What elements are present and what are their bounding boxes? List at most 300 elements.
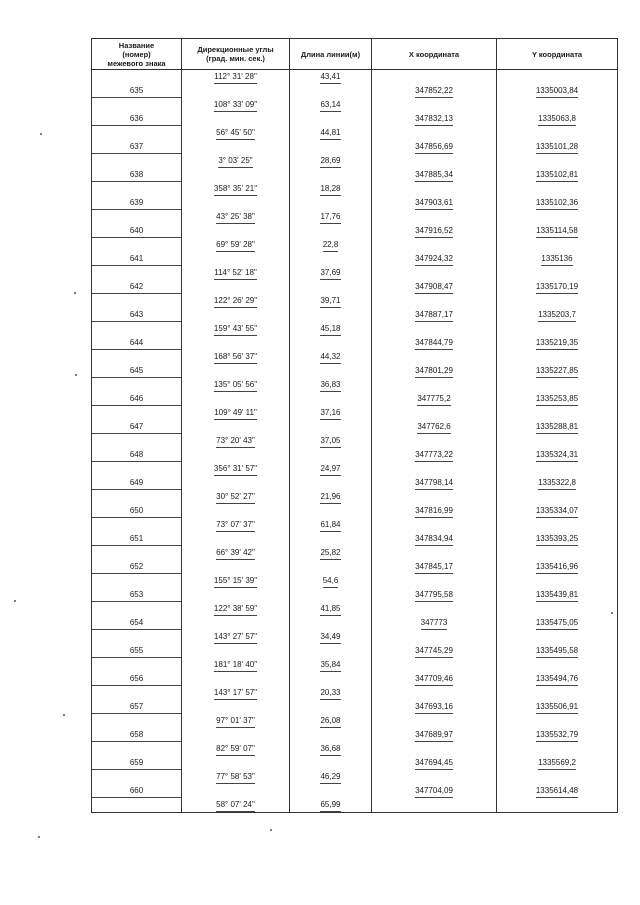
line-length-cell: [290, 742, 372, 756]
point-name: 659: [92, 756, 181, 770]
scan-speck: [611, 612, 613, 614]
point-name: 639: [92, 196, 181, 210]
direction-angle-cell: [182, 98, 290, 112]
empty-cell: [182, 84, 290, 98]
point-name: 648: [92, 448, 181, 462]
empty-cell: [497, 434, 618, 448]
empty-cell: [290, 448, 372, 462]
empty-cell: [497, 462, 618, 476]
empty-cell: [290, 168, 372, 182]
y-coordinate: 1335063,8: [538, 112, 576, 126]
y-coordinate: 1335614,48: [536, 784, 578, 798]
segment-row: [92, 798, 618, 813]
empty-cell: [497, 182, 618, 196]
empty-cell: [290, 420, 372, 434]
x-coordinate: 347693,16: [415, 700, 453, 714]
line-length: 34,49: [320, 630, 340, 644]
point-name: 642: [92, 280, 181, 294]
point-name: 637: [92, 140, 181, 154]
x-coordinate-cell: [372, 336, 497, 350]
x-coordinate: 347916,52: [415, 224, 453, 238]
empty-cell: [497, 98, 618, 112]
direction-angle-cell: [182, 154, 290, 168]
y-coordinate: 1335253,85: [536, 392, 578, 406]
empty-cell: [372, 154, 497, 168]
point-name-cell: [92, 476, 182, 490]
empty-cell: [92, 798, 182, 813]
y-coordinate-cell: [497, 756, 618, 770]
scan-speck: [74, 292, 76, 294]
empty-cell: [372, 742, 497, 756]
x-coordinate-cell: [372, 476, 497, 490]
point-name: 646: [92, 392, 181, 406]
point-name: 649: [92, 476, 181, 490]
empty-cell: [182, 588, 290, 602]
point-name-cell: [92, 616, 182, 630]
header-text-line: Название: [118, 40, 155, 50]
empty-cell: [182, 672, 290, 686]
point-name-cell: [92, 448, 182, 462]
segment-row: [92, 350, 618, 364]
point-name: 650: [92, 504, 181, 518]
line-length: 18,28: [320, 182, 340, 196]
table-header-row: [92, 39, 618, 70]
line-length: 22,8: [323, 238, 339, 252]
point-name: 643: [92, 308, 181, 322]
direction-angle-cell: [182, 266, 290, 280]
point-name-cell: [92, 336, 182, 350]
empty-cell: [92, 770, 182, 784]
empty-cell: [497, 350, 618, 364]
line-length: 41,85: [320, 602, 340, 616]
empty-cell: [290, 140, 372, 154]
point-row: [92, 756, 618, 770]
y-coordinate: 1335203,7: [538, 308, 576, 322]
empty-cell: [497, 154, 618, 168]
y-coordinate: 1335416,96: [536, 560, 578, 574]
empty-cell: [182, 420, 290, 434]
header-text-line: Дирекционные углы: [197, 45, 274, 54]
line-length: 28,69: [320, 154, 340, 168]
x-coordinate: 347844,79: [415, 336, 453, 350]
segment-row: [92, 98, 618, 112]
y-coordinate: 1335532,79: [536, 728, 578, 742]
empty-cell: [372, 658, 497, 672]
direction-angle-cell: [182, 350, 290, 364]
empty-cell: [290, 728, 372, 742]
x-coordinate-cell: [372, 224, 497, 238]
direction-angle: 122° 38' 59": [214, 602, 257, 616]
line-length-cell: [290, 406, 372, 420]
point-row: [92, 196, 618, 210]
empty-cell: [92, 266, 182, 280]
line-length-cell: [290, 714, 372, 728]
direction-angle: 143° 17' 57": [214, 686, 257, 700]
empty-cell: [497, 798, 618, 813]
empty-cell: [182, 700, 290, 714]
x-coordinate: 347834,94: [415, 532, 453, 546]
point-row: [92, 112, 618, 126]
point-name-cell: [92, 224, 182, 238]
header-text-line: (номер): [122, 49, 151, 59]
empty-cell: [372, 714, 497, 728]
y-coordinate-cell: [497, 448, 618, 462]
y-coordinate: 1335494,76: [536, 672, 578, 686]
empty-cell: [497, 742, 618, 756]
y-coordinate: 1335334,07: [536, 504, 578, 518]
empty-cell: [372, 182, 497, 196]
point-name-cell: [92, 784, 182, 798]
point-name: 656: [92, 672, 181, 686]
empty-cell: [92, 602, 182, 616]
empty-cell: [92, 742, 182, 756]
y-coordinate: 1335170,19: [536, 280, 578, 294]
direction-angle: 82° 59' 07": [216, 742, 255, 756]
line-length-cell: [290, 154, 372, 168]
x-coordinate-cell: [372, 560, 497, 574]
segment-row: [92, 322, 618, 336]
empty-cell: [182, 560, 290, 574]
x-coordinate: 347816,99: [415, 504, 453, 518]
empty-cell: [182, 308, 290, 322]
direction-angle: 168° 56' 37": [214, 350, 257, 364]
empty-cell: [290, 280, 372, 294]
point-name-cell: [92, 84, 182, 98]
empty-cell: [290, 784, 372, 798]
empty-cell: [497, 406, 618, 420]
point-row: [92, 644, 618, 658]
point-row: [92, 476, 618, 490]
point-name-cell: [92, 644, 182, 658]
direction-angle: 69° 59' 28": [216, 238, 255, 252]
y-coordinate-cell: [497, 784, 618, 798]
direction-angle: 114° 52' 18": [214, 266, 257, 280]
direction-angle: 58° 07' 24": [216, 798, 255, 812]
line-length: 26,08: [320, 714, 340, 728]
line-length-cell: [290, 322, 372, 336]
empty-cell: [290, 616, 372, 630]
direction-angle-cell: [182, 518, 290, 532]
point-name-cell: [92, 420, 182, 434]
empty-cell: [92, 574, 182, 588]
y-coordinate: 1335102,81: [536, 168, 578, 182]
segment-row: [92, 490, 618, 504]
point-name: 658: [92, 728, 181, 742]
empty-cell: [92, 126, 182, 140]
point-row: [92, 84, 618, 98]
header-text-line: (град. мин. сек.): [206, 54, 265, 63]
line-length: 17,76: [320, 210, 340, 224]
empty-cell: [372, 266, 497, 280]
header-line-length: [290, 39, 372, 70]
point-name: 657: [92, 700, 181, 714]
point-name-cell: [92, 280, 182, 294]
scan-speck: [75, 374, 77, 376]
direction-angle-cell: [182, 294, 290, 308]
line-length-cell: [290, 238, 372, 252]
x-coordinate-cell: [372, 252, 497, 266]
direction-angle-cell: [182, 406, 290, 420]
header-x-coordinate: [372, 39, 497, 70]
header-text-line: X координата: [408, 49, 460, 59]
point-name-cell: [92, 112, 182, 126]
direction-angle-cell: [182, 126, 290, 140]
empty-cell: [92, 322, 182, 336]
segment-row: [92, 518, 618, 532]
empty-cell: [497, 714, 618, 728]
y-coordinate: 1335495,58: [536, 644, 578, 658]
segment-row: [92, 154, 618, 168]
empty-cell: [290, 84, 372, 98]
point-row: [92, 700, 618, 714]
direction-angle: 73° 07' 37": [216, 518, 255, 532]
segment-row: [92, 630, 618, 644]
segment-row: [92, 126, 618, 140]
segment-row: [92, 574, 618, 588]
direction-angle: 155° 15' 39": [214, 574, 257, 588]
point-name: 638: [92, 168, 181, 182]
point-row: [92, 140, 618, 154]
empty-cell: [497, 238, 618, 252]
direction-angle: 97° 01' 37": [216, 714, 255, 728]
direction-angle-cell: [182, 798, 290, 813]
y-coordinate-cell: [497, 196, 618, 210]
point-name-cell: [92, 532, 182, 546]
empty-cell: [182, 336, 290, 350]
point-row: [92, 448, 618, 462]
y-coordinate-cell: [497, 364, 618, 378]
x-coordinate-cell: [372, 168, 497, 182]
line-length: 65,99: [320, 798, 340, 812]
point-row: [92, 784, 618, 798]
empty-cell: [92, 98, 182, 112]
scan-speck: [14, 600, 16, 602]
y-coordinate-cell: [497, 336, 618, 350]
scan-speck: [38, 836, 40, 838]
y-coordinate: 1335219,35: [536, 336, 578, 350]
y-coordinate-cell: [497, 140, 618, 154]
empty-cell: [290, 588, 372, 602]
line-length: 20,33: [320, 686, 340, 700]
line-length-cell: [290, 378, 372, 392]
direction-angle: 112° 31' 28": [214, 70, 257, 84]
empty-cell: [497, 658, 618, 672]
line-length-cell: [290, 798, 372, 813]
empty-cell: [372, 210, 497, 224]
empty-cell: [497, 126, 618, 140]
empty-cell: [497, 770, 618, 784]
direction-angle-cell: [182, 210, 290, 224]
point-name-cell: [92, 728, 182, 742]
point-name-cell: [92, 560, 182, 574]
segment-row: [92, 210, 618, 224]
empty-cell: [497, 546, 618, 560]
empty-cell: [497, 602, 618, 616]
empty-cell: [372, 434, 497, 448]
empty-cell: [372, 770, 497, 784]
x-coordinate: 347801,29: [415, 364, 453, 378]
y-coordinate: 1335569,2: [538, 756, 576, 770]
y-coordinate: 1335136: [541, 252, 572, 266]
y-coordinate: 1335324,31: [536, 448, 578, 462]
direction-angle: 56° 45' 50": [216, 126, 255, 140]
y-coordinate-cell: [497, 588, 618, 602]
line-length-cell: [290, 518, 372, 532]
x-coordinate: 347852,22: [415, 84, 453, 98]
y-coordinate-cell: [497, 112, 618, 126]
y-coordinate-cell: [497, 252, 618, 266]
x-coordinate-cell: [372, 616, 497, 630]
empty-cell: [290, 560, 372, 574]
point-row: [92, 280, 618, 294]
empty-cell: [372, 294, 497, 308]
x-coordinate: 347908,47: [415, 280, 453, 294]
y-coordinate-cell: [497, 532, 618, 546]
point-name-cell: [92, 672, 182, 686]
point-name: 655: [92, 644, 181, 658]
segment-row: [92, 714, 618, 728]
point-row: [92, 252, 618, 266]
point-name-cell: [92, 252, 182, 266]
empty-cell: [290, 644, 372, 658]
direction-angle-cell: [182, 742, 290, 756]
point-row: [92, 672, 618, 686]
line-length: 35,84: [320, 658, 340, 672]
y-coordinate-cell: [497, 700, 618, 714]
point-name-cell: [92, 196, 182, 210]
direction-angle-cell: [182, 630, 290, 644]
segment-row: [92, 294, 618, 308]
empty-cell: [290, 392, 372, 406]
line-length: 24,97: [320, 462, 340, 476]
empty-cell: [497, 574, 618, 588]
empty-cell: [182, 224, 290, 238]
line-length-cell: [290, 126, 372, 140]
x-coordinate-cell: [372, 756, 497, 770]
direction-angle: 30° 52' 27": [216, 490, 255, 504]
x-coordinate: 347924,32: [415, 252, 453, 266]
x-coordinate: 347832,13: [415, 112, 453, 126]
y-coordinate-cell: [497, 644, 618, 658]
line-length: 63,14: [320, 98, 340, 112]
segment-row: [92, 182, 618, 196]
point-name: 651: [92, 532, 181, 546]
line-length-cell: [290, 462, 372, 476]
x-coordinate-cell: [372, 784, 497, 798]
point-name-cell: [92, 756, 182, 770]
x-coordinate: 347762,6: [417, 420, 450, 434]
x-coordinate-cell: [372, 140, 497, 154]
direction-angle-cell: [182, 658, 290, 672]
empty-cell: [182, 476, 290, 490]
y-coordinate-cell: [497, 420, 618, 434]
empty-cell: [372, 490, 497, 504]
segment-row: [92, 238, 618, 252]
direction-angle: 143° 27' 57": [214, 630, 257, 644]
header-point-name: [92, 39, 182, 70]
line-length-cell: [290, 602, 372, 616]
empty-cell: [92, 630, 182, 644]
point-row: [92, 308, 618, 322]
empty-cell: [182, 280, 290, 294]
y-coordinate-cell: [497, 728, 618, 742]
direction-angle: 77° 58' 53": [216, 770, 255, 784]
y-coordinate: 1335506,91: [536, 700, 578, 714]
y-coordinate: 1335003,84: [536, 84, 578, 98]
header-y-coordinate: [497, 39, 618, 70]
x-coordinate-cell: [372, 280, 497, 294]
line-length: 37,69: [320, 266, 340, 280]
x-coordinate: 347856,69: [415, 140, 453, 154]
empty-cell: [372, 406, 497, 420]
empty-cell: [92, 462, 182, 476]
x-coordinate: 347704,09: [415, 784, 453, 798]
empty-cell: [92, 518, 182, 532]
line-length-cell: [290, 686, 372, 700]
direction-angle-cell: [182, 70, 290, 85]
empty-cell: [290, 112, 372, 126]
empty-cell: [290, 252, 372, 266]
direction-angle-cell: [182, 574, 290, 588]
y-coordinate-cell: [497, 504, 618, 518]
header-direction-angle: [182, 39, 290, 70]
point-name: 645: [92, 364, 181, 378]
empty-cell: [372, 798, 497, 813]
empty-cell: [182, 140, 290, 154]
x-coordinate-cell: [372, 308, 497, 322]
x-coordinate: 347694,45: [415, 756, 453, 770]
point-name-cell: [92, 308, 182, 322]
direction-angle-cell: [182, 322, 290, 336]
x-coordinate: 347745,29: [415, 644, 453, 658]
empty-cell: [497, 490, 618, 504]
x-coordinate: 347885,34: [415, 168, 453, 182]
point-name: 652: [92, 560, 181, 574]
direction-angle: 358° 35' 21": [214, 182, 257, 196]
point-name-cell: [92, 700, 182, 714]
x-coordinate: 347887,17: [415, 308, 453, 322]
y-coordinate: 1335475,05: [536, 616, 578, 630]
empty-cell: [372, 630, 497, 644]
direction-angle-cell: [182, 182, 290, 196]
empty-cell: [372, 546, 497, 560]
line-length-cell: [290, 658, 372, 672]
point-name-cell: [92, 364, 182, 378]
empty-cell: [290, 476, 372, 490]
y-coordinate-cell: [497, 280, 618, 294]
segment-row: [92, 266, 618, 280]
line-length: 21,96: [320, 490, 340, 504]
empty-cell: [372, 322, 497, 336]
line-length: 36,68: [320, 742, 340, 756]
x-coordinate: 347775,2: [417, 392, 450, 406]
direction-angle: 66° 39' 42": [216, 546, 255, 560]
line-length: 43,41: [320, 70, 340, 84]
line-length-cell: [290, 182, 372, 196]
x-coordinate-cell: [372, 364, 497, 378]
empty-cell: [182, 616, 290, 630]
empty-cell: [497, 518, 618, 532]
direction-angle: 3° 03' 25": [218, 154, 252, 168]
empty-cell: [92, 350, 182, 364]
empty-cell: [182, 728, 290, 742]
point-name: 647: [92, 420, 181, 434]
line-length-cell: [290, 350, 372, 364]
direction-angle-cell: [182, 462, 290, 476]
point-name-cell: [92, 504, 182, 518]
point-row: [92, 504, 618, 518]
empty-cell: [372, 462, 497, 476]
